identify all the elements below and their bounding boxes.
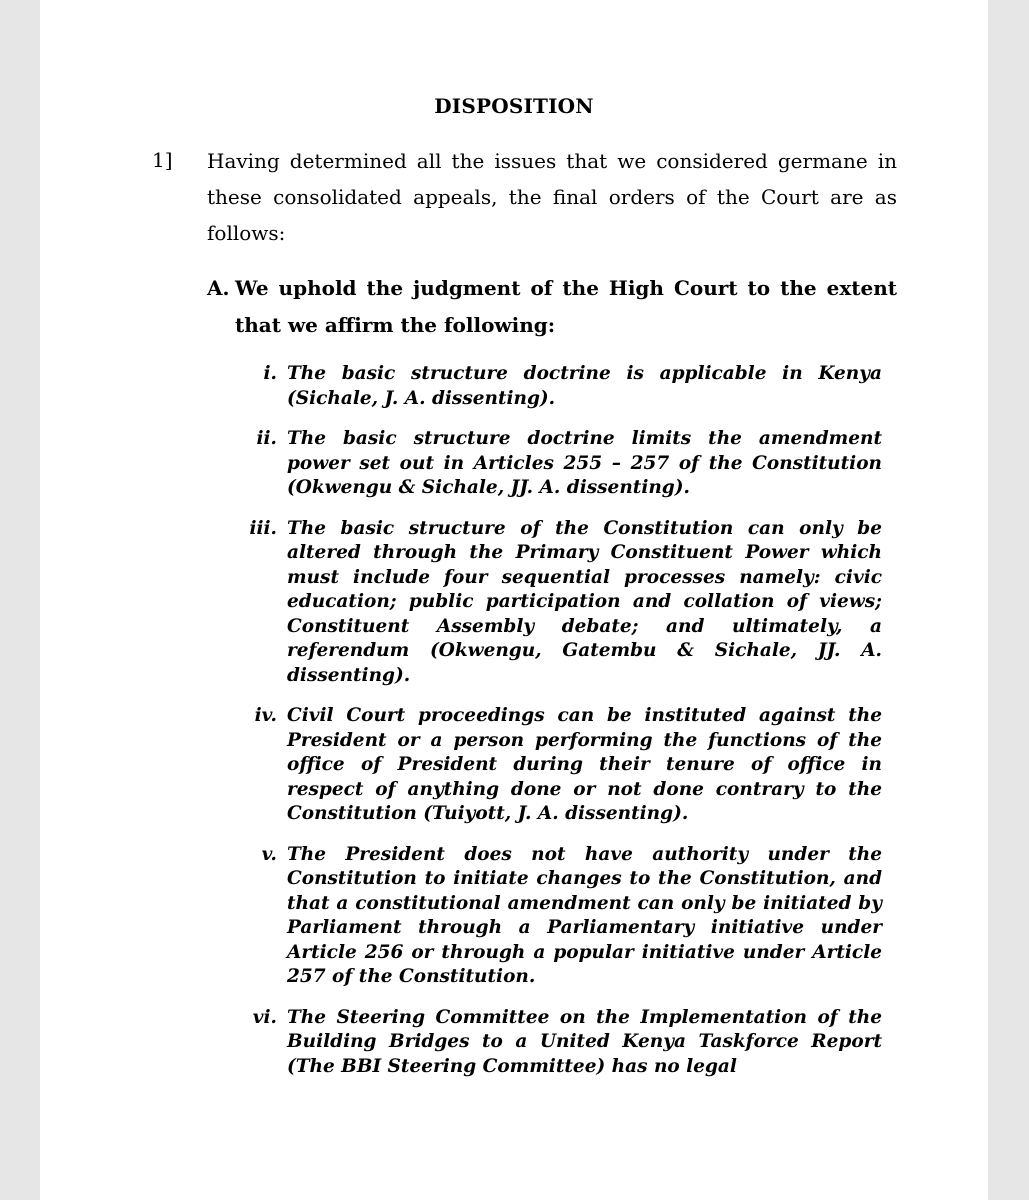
- order-item-ii: [200, 427, 900, 501]
- order-text: The basic structure of the Constitution can only be altered through the Primary Constituent Power which must include four sequential processes namely: civic education; public participation and collation of views; Constituent Assembly debate; and ultimately, a referendum (Okwengu, Gatembu & Sichale, JJ. A. dissenting).: [287, 517, 882, 686]
- order-marker: ii.: [256, 428, 277, 449]
- order-item-iv: [200, 704, 900, 827]
- order-text: The basic structure doctrine limits the amendment power set out in Articles 255 – 257 of the Constitution (Okwengu & Sichale, JJ. A. dissenting).: [287, 428, 882, 498]
- order-marker: iii.: [249, 517, 277, 539]
- paragraph-text: Having determined all the issues that we considered germane in these consolidated appeals, the final orders of the Court are as follows:: [207, 149, 897, 245]
- order-marker: vi.: [252, 1006, 277, 1028]
- order-item-v: [200, 843, 900, 990]
- section-a: [207, 270, 897, 344]
- document-page: [40, 0, 988, 1200]
- disposition-heading: DISPOSITION: [434, 94, 594, 118]
- order-text: Civil Court proceedings can be instituted against the President or a person performing the functions of the office of President during their tenure of office in respect of anything done or not done contrary to the Constitution (Tuiyott, J. A. dissenting).: [287, 705, 882, 824]
- order-list: [200, 362, 900, 1095]
- section-a-text: We uphold the judgment of the High Court to the extent that we affirm the following:: [235, 276, 897, 337]
- order-marker: iv.: [254, 705, 277, 726]
- order-marker: v.: [261, 843, 277, 865]
- order-text: The Steering Committee on the Implementation of the Building Bridges to a United Kenya Taskforce Report (The BBI Steering Committee) has no legal: [287, 1006, 882, 1077]
- order-text: The basic structure doctrine is applicable in Kenya (Sichale, J. A. dissenting).: [287, 363, 882, 409]
- order-item-vi: [200, 1006, 900, 1080]
- paragraph-number: 1]: [152, 148, 173, 172]
- document-body: [40, 0, 988, 1200]
- order-item-iii: [200, 517, 900, 689]
- order-item-i: [200, 362, 900, 411]
- order-text: The President does not have authority under the Constitution to initiate changes to the Constitution, and that a constitutional amendment can only be initiated by Parliament through a Parliamentary initiative under Article 256 or through a popular initiative under Article 257 of the Constitution.: [287, 843, 882, 987]
- order-marker: i.: [263, 363, 277, 384]
- section-a-letter: A.: [207, 276, 230, 300]
